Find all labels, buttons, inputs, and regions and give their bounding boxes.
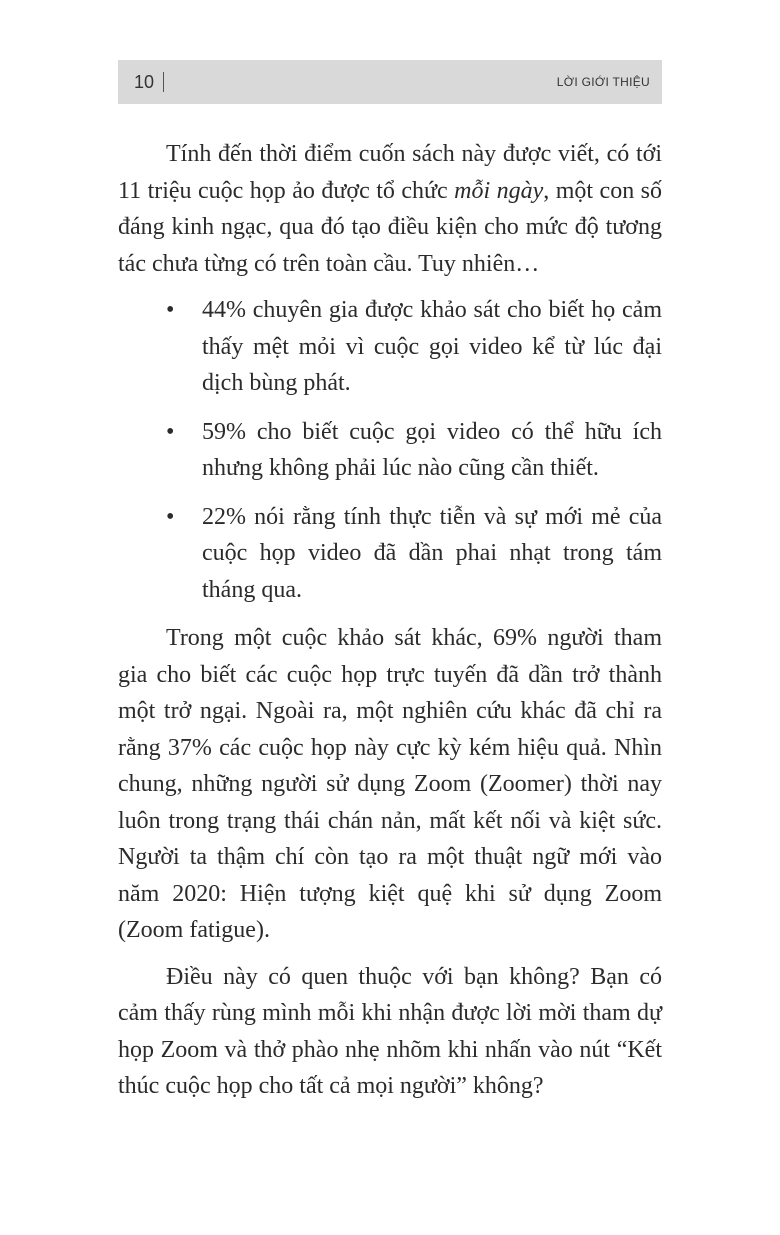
list-item <box>118 414 662 487</box>
emphasis-text: mỗi ngày <box>454 177 544 204</box>
bullet-icon: • <box>166 503 175 530</box>
list-item-text: 59% cho biết cuộc gọi video có thể hữu ích nhưng không phải lúc nào cũng cần thiết. <box>202 418 662 481</box>
chapter-title: LỜI GIỚI THIỆU <box>556 75 650 89</box>
list-item-text: 44% chuyên gia được khảo sát cho biết họ cảm thấy mệt mỏi vì cuộc gọi video kể từ lúc đại dịch bùng phát. <box>202 297 662 396</box>
list-item-text: 22% nói rằng tính thực tiễn và sự mới mẻ của cuộc họp video đã dần phai nhạt trong tám tháng qua. <box>202 503 662 603</box>
page-number: 10 <box>134 72 155 92</box>
bullet-icon: • <box>166 418 175 445</box>
bullet-icon: • <box>166 297 175 323</box>
header-divider <box>163 72 164 92</box>
list-item <box>118 499 662 609</box>
list-item <box>118 292 662 402</box>
statistics-list <box>118 292 662 608</box>
paragraph-intro-start: Tính đến thời điểm cuốn sách này được viết, có tới 11 triệu cuộc họp ảo được tổ chức <box>118 141 662 204</box>
paragraph-intro <box>118 136 662 282</box>
page-body <box>118 136 662 1115</box>
paragraph-intro-end: , một con số đáng kinh ngạc, qua đó tạo điều kiện cho mức độ tương tác chưa từng có trên toàn cầu. Tuy nhiên… <box>118 177 662 277</box>
paragraph-question: Điều này có quen thuộc với bạn không? Bạn có cảm thấy rùng mình mỗi khi nhận được lời mời tham dự họp Zoom và thở phào nhẹ nhõm khi nhấn vào nút “Kết thúc cuộc họp cho tất cả mọi người” không? <box>118 963 662 1099</box>
page-header <box>118 60 662 104</box>
paragraph-survey: Trong một cuộc khảo sát khác, 69% người tham gia cho biết các cuộc họp trực tuyến đã dần trở thành một trở ngại. Ngoài ra, một nghiên cứu khác đã chỉ ra rằng 37% các cuộc họp này cực kỳ kém hiệu quả. Nhìn chung, những người sử dụng Zoom (Zoomer) thời nay luôn trong trạng thái chán nản, mất kết nối và kiệt sức. Người ta thậm chí còn tạo ra một thuật ngữ mới vào năm 2020: Hiện tượng kiệt quệ khi sử dụng Zoom (Zoom fatigue). <box>118 625 662 943</box>
